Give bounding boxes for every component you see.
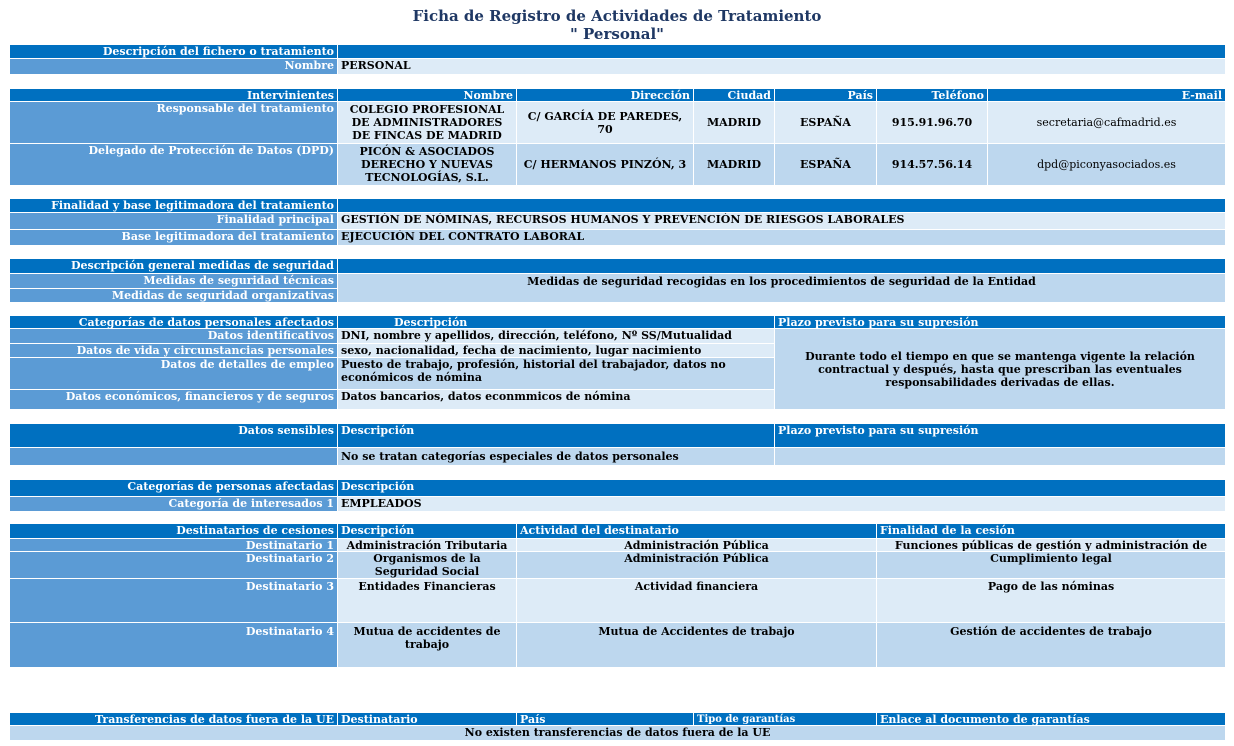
base-legitimadora-label: Base legitimadora del tratamiento [10, 230, 338, 246]
destinatario-label: Destinatario 3 [10, 579, 338, 623]
categorias-plazo-header: Plazo previsto para su supresión [775, 316, 1226, 329]
destinatario-actividad: Actividad financiera [517, 579, 877, 623]
finalidad-principal-value: GESTIÓN DE NÓMINAS, RECURSOS HUMANOS Y PREVENCIÓN DE RIESGOS LABORALES [338, 213, 1226, 230]
col-direccion-header: Dirección [517, 89, 694, 102]
seguridad-header-fill [338, 259, 1226, 274]
destinatario-actividad: Administración Pública [517, 552, 877, 579]
document-title: Ficha de Registro de Actividades de Tratamiento [412, 7, 822, 25]
col-ciudad-header: Ciudad [694, 89, 775, 102]
finalidad-principal-label: Finalidad principal [10, 213, 338, 230]
transferencias-header: Transferencias de datos fuera de la UE [10, 713, 338, 726]
cat-row-label: Datos de detalles de empleo [10, 358, 338, 390]
sensibles-value: No se tratan categorías especiales de datos personales [338, 448, 775, 466]
destinatarios-finalidad-header: Finalidad de la cesión [877, 524, 1226, 539]
destinatario-desc: Mutua de accidentes de trabajo [338, 623, 517, 668]
destinatario-actividad: Administración Pública [517, 539, 877, 552]
responsable-address: C/ GARCÍA DE PAREDES, 70 [517, 102, 694, 144]
responsable-phone: 915.91.96.70 [877, 102, 988, 144]
responsable-country: ESPAÑA [775, 102, 877, 144]
destinatarios-desc-header: Descripción [338, 524, 517, 539]
destinatario-finalidad: Funciones públicas de gestión y administración de [877, 539, 1226, 552]
dpd-address: C/ HERMANOS PINZÓN, 3 [517, 144, 694, 186]
sensibles-header: Datos sensibles [10, 424, 338, 448]
responsable-name: COLEGIO PROFESIONAL DE ADMINISTRADORES DE FINCAS DE MADRID [338, 102, 517, 144]
fichero-header-fill [338, 45, 1226, 59]
transferencias-destinatario-header: Destinatario [338, 713, 517, 726]
seguridad-tecnicas-label: Medidas de seguridad técnicas [10, 274, 338, 289]
transferencias-garantias-header: Tipo de garantías [694, 713, 877, 726]
destinatario-finalidad: Cumplimiento legal [877, 552, 1226, 579]
destinatario-finalidad: Gestión de accidentes de trabajo [877, 623, 1226, 668]
personas-value: EMPLEADOS [338, 497, 1226, 512]
cat-row-value: DNI, nombre y apellidos, dirección, teléfono, Nº SS/Mutualidad [338, 329, 775, 344]
dpd-city: MADRID [694, 144, 775, 186]
destinatario-desc: Entidades Financieras [338, 579, 517, 623]
cat-row-label: Datos económicos, financieros y de seguros [10, 390, 338, 410]
seguridad-organizativas-label: Medidas de seguridad organizativas [10, 289, 338, 303]
intervinientes-header: Intervinientes [10, 89, 338, 102]
seguridad-header: Descripción general medidas de seguridad [10, 259, 338, 274]
sensibles-desc-header: Descripción [338, 424, 775, 448]
cat-row-value: Datos bancarios, datos econmmicos de nómina [338, 390, 775, 410]
fichero-name-label: Nombre [10, 59, 338, 75]
sensibles-label-cell [10, 448, 338, 466]
finalidad-header: Finalidad y base legitimadora del tratamiento [10, 199, 338, 213]
personas-label: Categoría de interesados 1 [10, 497, 338, 512]
col-telefono-header: Teléfono [877, 89, 988, 102]
finalidad-header-fill [338, 199, 1226, 213]
cat-row-value: Puesto de trabajo, profesión, historial del trabajador, datos no económicos de nómina [338, 358, 775, 390]
cat-row-value: sexo, nacionalidad, fecha de nacimiento, lugar nacimiento [338, 344, 775, 358]
base-legitimadora-value: EJECUCIÓN DEL CONTRATO LABORAL [338, 230, 1226, 246]
responsable-email[interactable]: secretaria@cafmadrid.es [988, 102, 1226, 144]
fichero-name-value: PERSONAL [338, 59, 1226, 75]
destinatario-label: Destinatario 2 [10, 552, 338, 579]
destinatarios-actividad-header: Actividad del destinatario [517, 524, 877, 539]
cat-row-label: Datos de vida y circunstancias personales [10, 344, 338, 358]
categorias-desc-header: Descripción [338, 316, 775, 329]
col-pais-header: País [775, 89, 877, 102]
categorias-plazo-value: Durante todo el tiempo en que se mantenga vigente la relación contractual y después, hasta que prescriban las eventuales responsabilidades derivadas de ellas. [775, 329, 1226, 410]
dpd-phone: 914.57.56.14 [877, 144, 988, 186]
destinatario-label: Destinatario 1 [10, 539, 338, 552]
destinatario-desc: Organismos de la Seguridad Social [338, 552, 517, 579]
categorias-header: Categorías de datos personales afectados [10, 316, 338, 329]
dpd-label: Delegado de Protección de Datos (DPD) [10, 144, 338, 186]
dpd-email[interactable]: dpd@piconyasociados.es [988, 144, 1226, 186]
dpd-country: ESPAÑA [775, 144, 877, 186]
personas-desc-header: Descripción [338, 480, 1226, 497]
personas-header: Categorías de personas afectadas [10, 480, 338, 497]
transferencias-value: No existen transferencias de datos fuera de la UE [10, 726, 1226, 741]
sensibles-plazo-header: Plazo previsto para su supresión [775, 424, 1226, 448]
transferencias-pais-header: País [517, 713, 694, 726]
document-subtitle: " Personal" [570, 25, 664, 43]
destinatario-desc: Administración Tributaria [338, 539, 517, 552]
destinatario-actividad: Mutua de Accidentes de trabajo [517, 623, 877, 668]
col-email-header: E-mail [988, 89, 1226, 102]
cat-row-label: Datos identificativos [10, 329, 338, 344]
destinatario-finalidad: Pago de las nóminas [877, 579, 1226, 623]
dpd-name: PICÓN & ASOCIADOS DERECHO Y NUEVAS TECNOLOGÍAS, S.L. [338, 144, 517, 186]
responsable-label: Responsable del tratamiento [10, 102, 338, 144]
fichero-header: Descripción del fichero o tratamiento [10, 45, 338, 59]
seguridad-value: Medidas de seguridad recogidas en los procedimientos de seguridad de la Entidad [338, 274, 1226, 303]
sensibles-plazo-value [775, 448, 1226, 466]
responsable-city: MADRID [694, 102, 775, 144]
destinatario-label: Destinatario 4 [10, 623, 338, 668]
col-nombre-header: Nombre [338, 89, 517, 102]
transferencias-enlace-header: Enlace al documento de garantías [877, 713, 1226, 726]
destinatarios-header: Destinatarios de cesiones [10, 524, 338, 539]
